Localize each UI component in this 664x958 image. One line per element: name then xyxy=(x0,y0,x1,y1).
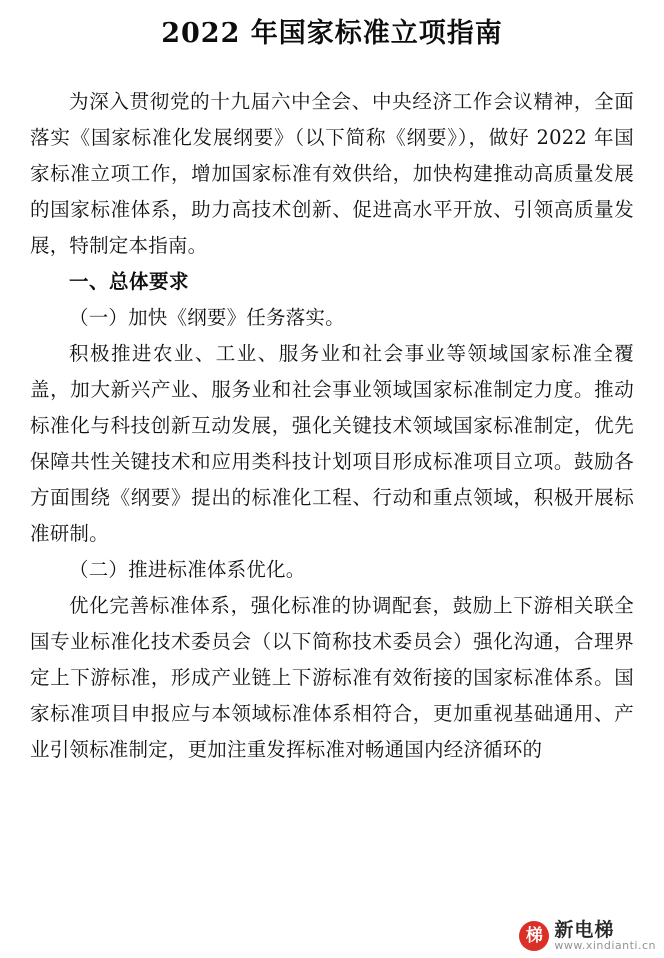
watermark-site-url: www.xindianti.cn xyxy=(554,939,656,953)
watermark-logo-icon: 梯 xyxy=(519,921,549,951)
watermark xyxy=(519,918,656,953)
subsection-heading-1-1: （一）加快《纲要》任务落实。 xyxy=(69,306,345,330)
subsection-heading-1-2: （二）推进标准体系优化。 xyxy=(69,558,306,582)
paragraph-intro: 为深入贯彻党的十九届六中全会、中央经济工作会议精神，全面落实《国家标准化发展纲要》（以下简称《纲要》），做好 2022 年国家标准立项工作，增加国家标准有效供给，加快构建推动高质量发展的国家标准体系，助力高技术创新、促进高水平开放、引领高质量发展，特制定本指南。 xyxy=(30,90,634,258)
document-body xyxy=(30,84,634,768)
paragraph-1-1-body: 积极推进农业、工业、服务业和社会事业等领域国家标准全覆盖，加大新兴产业、服务业和社会事业领域国家标准制定力度。推动标准化与科技创新互动发展，强化关键技术领域国家标准制定，优先保障共性关键技术和应用类科技计划项目形成标准项目立项。鼓励各方面围绕《纲要》提出的标准化工程、行动和重点领域，积极开展标准研制。 xyxy=(30,342,634,546)
paragraph-1-2-body: 优化完善标准体系，强化标准的协调配套，鼓励上下游相关联全国专业标准化技术委员会（以下简称技术委员会）强化沟通，合理界定上下游标准，形成产业链上下游标准有效衔接的国家标准体系。国家标准项目申报应与本领域标准体系相符合，更加重视基础通用、产业引领标准制定，更加注重发挥标准对畅通国内经济循环的 xyxy=(30,594,634,762)
section-heading-1: 一、总体要求 xyxy=(69,270,190,294)
page-title: 2022 年国家标准立项指南 xyxy=(161,18,503,49)
document-page xyxy=(0,10,664,958)
watermark-text xyxy=(554,918,656,953)
watermark-site-name: 新电梯 xyxy=(554,918,615,941)
